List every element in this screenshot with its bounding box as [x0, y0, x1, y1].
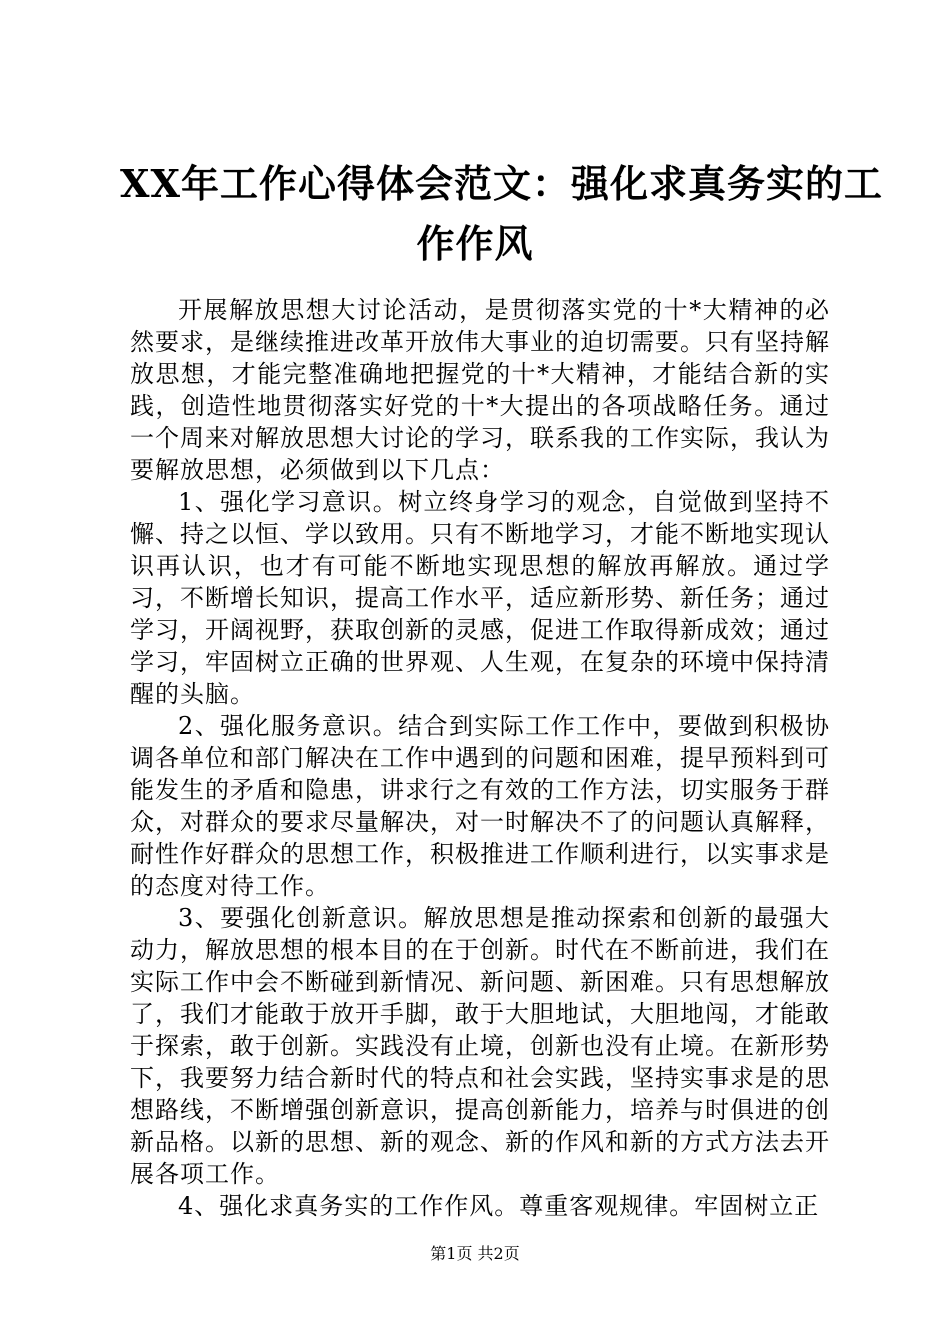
- document-title-line-2: 作作风: [416, 221, 534, 266]
- paragraph-innovation-awareness: 3、要强化创新意识。解放思想是推动探索和创新的最强大动力，解放思想的根本目的在于创新。时代在不断前进，我们在实际工作中会不断碰到新情况、新问题、新困难。只有思想解放了，我们才能敢于放开手脚，敢于大胆地试，大胆地闯，才能敢于探索，敢于创新。实践没有止境，创新也没有止境。在新形势下，我要努力结合新时代的特点和社会实践，坚持实事求是的思想路线，不断增强创新意识，提高创新能力，培养与时俱进的创新品格。以新的思想、新的观念、新的作风和新的方式方法去开展各项工作。: [130, 904, 830, 1188]
- document-title-line-1: XX年工作心得体会范文：强化求真务实的工: [120, 161, 883, 206]
- paragraph-service-awareness: 2、强化服务意识。结合到实际工作工作中，要做到积极协调各单位和部门解决在工作中遇到的问题和困难，提早预料到可能发生的矛盾和隐患，讲求行之有效的工作方法，切实服务于群众，对群众的要求尽量解决，对一时解决不了的问题认真解释，耐性作好群众的思想工作，积极推进工作顺利进行，以实事求是的态度对待工作。: [130, 712, 830, 900]
- paragraph-intro: 开展解放思想大讨论活动，是贯彻落实党的十*大精神的必然要求，是继续推进改革开放伟大事业的迫切需要。只有坚持解放思想，才能完整准确地把握党的十*大精神，才能结合新的实践，创造性地贯彻落实好党的十*大提出的各项战略任务。通过一个周来对解放思想大讨论的学习，联系我的工作实际，我认为要解放思想，必须做到以下几点：: [130, 296, 830, 484]
- paragraph-work-style: 4、强化求真务实的工作作风。尊重客观规律。牢固树立正: [178, 1192, 820, 1220]
- page-footer: 第1页 共2页: [430, 1244, 520, 1263]
- document-body: [130, 294, 830, 1222]
- paragraph-learning-awareness: 1、强化学习意识。树立终身学习的观念，自觉做到坚持不懈、持之以恒、学以致用。只有不断地学习，才能不断地实现认识再认识，也才有可能不断地实现思想的解放再解放。通过学习，不断增长知识，提高工作水平，适应新形势、新任务；通过学习，开阔视野，获取创新的灵感，促进工作取得新成效；通过学习，牢固树立正确的世界观、人生观，在复杂的环境中保持清醒的头脑。: [130, 488, 830, 708]
